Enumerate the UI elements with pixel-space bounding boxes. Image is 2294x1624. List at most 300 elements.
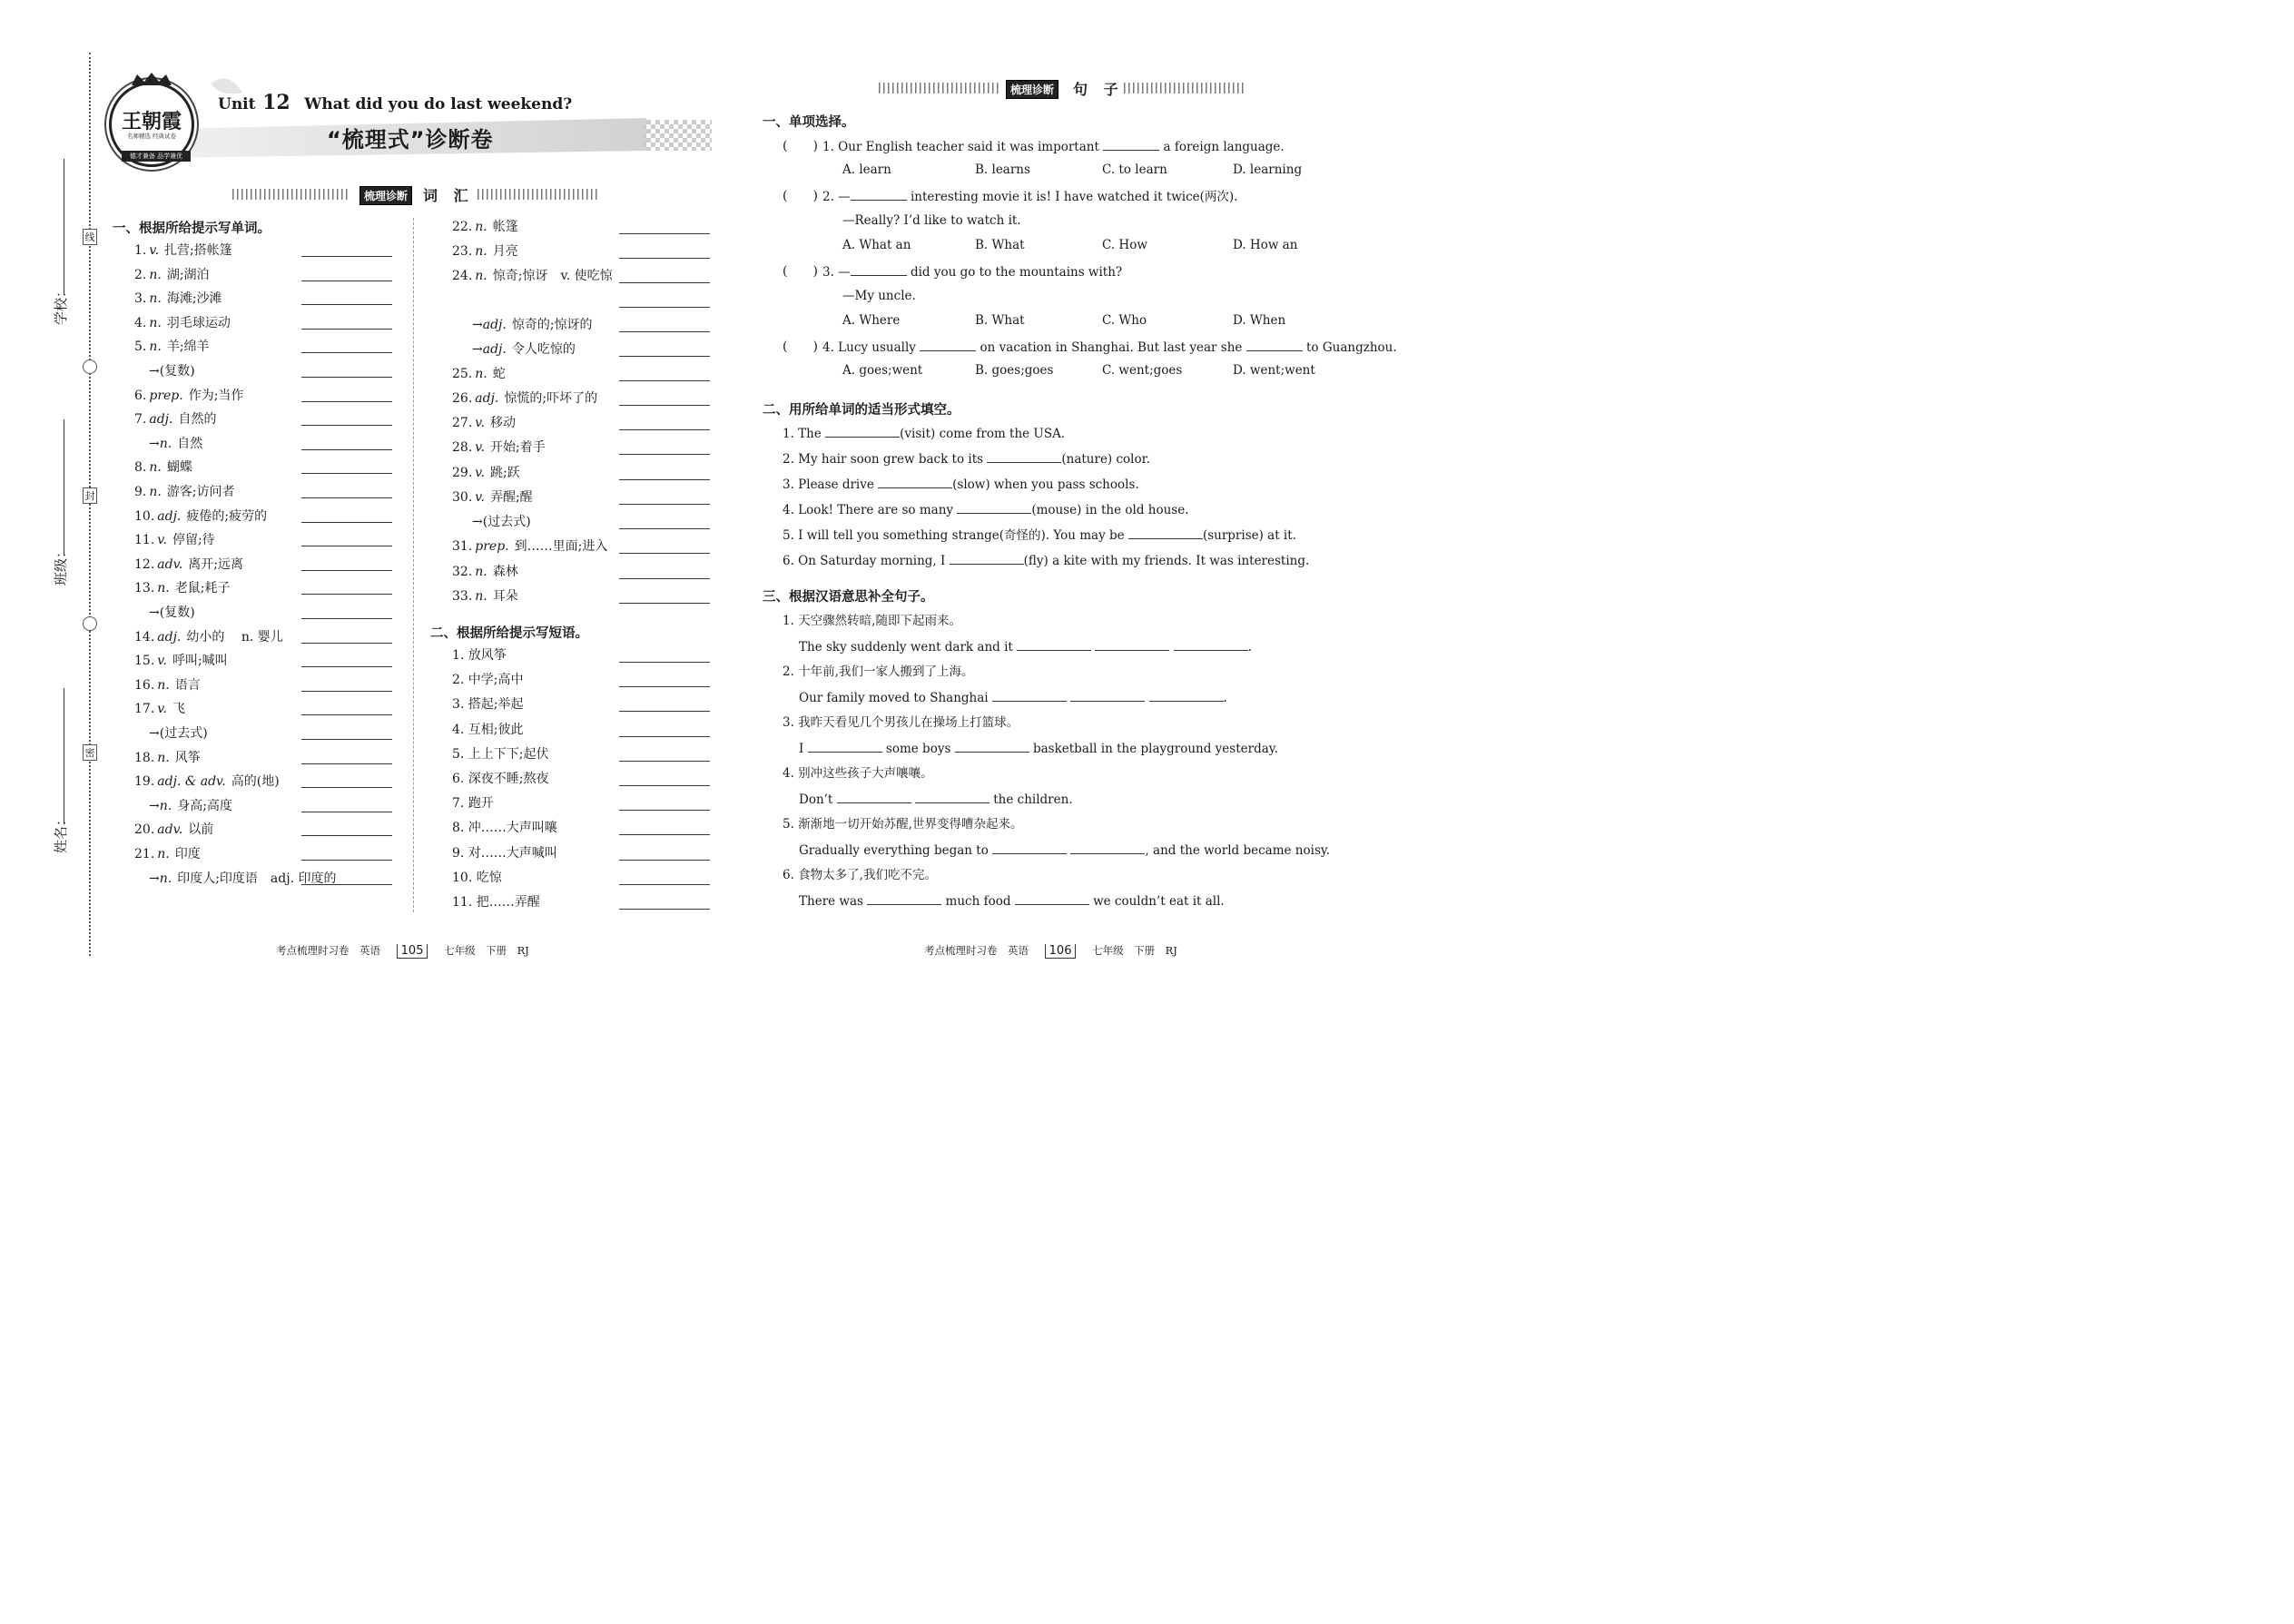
unit-word: Unit [218,95,256,113]
vocab-meaning: 身高;高度 [177,798,232,813]
header-banner [102,74,712,165]
vocab-pos: v. [157,654,167,669]
vocab-pos: n. [475,589,487,604]
mc-answer-paren[interactable]: ( ) [783,340,818,354]
vocab-answer-line[interactable] [301,763,392,764]
fill-text: (surprise) at it. [1202,528,1296,543]
phrase-answer-line[interactable] [619,884,710,885]
vocab-pos: n. [475,220,487,234]
page-number-right: 106 [1045,944,1077,959]
vocab-answer-line[interactable] [619,356,710,357]
mc-option[interactable]: B. What [975,238,1025,252]
fill-blank[interactable] [987,449,1061,463]
vocab-pos: n. [149,340,162,355]
complete-text: , and the world became noisy. [1145,843,1330,858]
vocab-item [134,410,216,428]
vocab-pos: v. [475,490,485,505]
vocab-pos: →n. [149,798,172,813]
tag-bar-left [232,189,350,200]
vocab-number: 2. [134,267,147,282]
phrase-answer-line[interactable] [619,686,710,687]
vocab-meaning: 离开;远离 [188,556,243,572]
vocab-number: 26. [452,391,473,406]
footer-left-grade: 七年级 下册 RJ [444,944,529,957]
vocab-number: 14. [134,629,155,645]
mc-question-text: did you go to the mountains with? [906,265,1123,280]
logo-ribbon: 德才兼备 品学兼优 [122,151,191,162]
mc-blank[interactable] [851,187,907,201]
crown-icon [132,72,172,84]
fill-item [783,526,1296,545]
complete-text: we couldn’t eat it all. [1088,894,1225,909]
tag-bar-right-2 [1124,83,1245,94]
vocab-item [452,414,516,432]
mc-option[interactable]: B. goes;goes [975,363,1054,378]
sentence-tag-word: 句 子 [1073,81,1124,98]
vocab-pos: adj. & adv. [157,774,226,790]
vocab-number: 6. [134,388,147,403]
fill-text: (fly) a kite with my friends. It was interesting. [1023,554,1310,568]
vocab-answer-line[interactable] [301,473,392,474]
complete-english [799,637,1252,656]
vocab-pos: adv. [157,556,183,572]
vocab-meaning: 海滩;沙滩 [166,291,222,307]
fill-blank[interactable] [878,475,952,488]
vocab-item [134,579,230,597]
vocab-pos: →n. [149,871,172,886]
vocab-meaning: 语言 [174,677,201,693]
phrase-item: 11. 把……弄醒 [452,895,540,910]
mc-option[interactable]: D. went;went [1233,363,1315,378]
vocab-answer-line[interactable] [619,553,710,554]
vocab-answer-line[interactable] [619,603,710,604]
vocab-meaning: 扎营;搭帐篷 [164,243,232,258]
vocab-number: 5. [134,340,147,355]
phrase-answer-line[interactable] [619,810,710,811]
vocab-meaning: 令人吃惊的 [511,342,576,357]
complete-text: The sky suddenly went dark and it [799,640,1018,655]
vocab-number: 20. [134,822,155,838]
vocab-meaning: 森林 [492,565,518,579]
vocab-answer-line[interactable] [619,504,710,505]
vocab-number: 3. [134,291,147,307]
vocab-answer-line[interactable] [301,256,392,257]
vocab-number: 21. [134,847,155,861]
vocab-answer-line[interactable] [301,884,392,885]
vocab-answer-line[interactable] [301,522,392,523]
vocab-answer-line[interactable] [301,497,392,498]
vocab-pos: n. [149,267,162,282]
logo-text: 王朝霞 [121,110,182,133]
mark-mi: 密 [83,744,97,761]
mc-question-text: a foreign language. [1159,140,1285,154]
vocab-answer-line[interactable] [619,479,710,480]
vocab-meaning: 惊奇;惊讶 v. 使吃惊 [492,269,613,283]
vocab-meaning: 跳;跃 [489,466,520,480]
phrase-item: 3. 搭起;举起 [452,697,524,713]
mark-xian: 线 [83,229,97,245]
school-label: 学校： [53,283,69,325]
complete-blank[interactable] [837,790,911,803]
vocab-item [134,676,201,694]
mc-blank[interactable] [851,262,907,276]
vocab-item [134,556,243,574]
vocab-meaning: 飞 [172,702,185,717]
vocab-answer-line[interactable] [301,860,392,861]
mc-question [822,187,1237,206]
vocab-number: 8. [134,460,147,476]
mc-question-text: 1. Our English teacher said it was important [822,140,1104,154]
vocab-number: 13. [134,581,155,596]
vocab-meaning: 耳朵 [492,589,518,604]
complete-blank[interactable] [992,688,1067,702]
vocab-meaning: 印度 [174,847,201,861]
fill-text: 6. On Saturday morning, I [783,554,950,568]
vocab-item [149,362,195,380]
vocab-answer-line[interactable] [619,380,710,381]
mc-option[interactable]: A. What an [842,238,911,252]
complete-text: There was [799,894,868,909]
fill-blank[interactable] [825,424,900,438]
phrase-answer-line[interactable] [619,711,710,712]
vocab-item [134,458,192,477]
vocab-answer-line[interactable] [301,594,392,595]
vocab-answer-line[interactable] [619,528,710,529]
mc-option[interactable]: A. goes;went [842,363,923,378]
vocab-item [149,604,195,622]
vocab-number: 28. [452,440,473,455]
fill-blank[interactable] [950,551,1024,565]
vocab-number: 33. [452,589,473,604]
mc-answer-paren[interactable]: ( ) [783,189,818,203]
vocab-number: 31. [452,539,473,554]
vocab-number: 30. [452,490,473,505]
vocab-item [134,290,222,308]
phrase-item: 5. 上上下下;起伏 [452,746,549,762]
complete-chinese: 6. 食物太多了,我们吃不完。 [783,868,937,882]
vocab-answer-line[interactable] [301,570,392,571]
complete-english [799,790,1073,809]
vocab-pos: n. [157,750,170,765]
vocab-number: 11. [134,533,155,548]
phrase-answer-line[interactable] [619,834,710,835]
vocab-answer-line[interactable] [301,377,392,378]
vocab-meaning: 羽毛球运动 [166,315,231,330]
fill-text: 5. I will tell you something strange(奇怪的). You may be [783,528,1128,543]
complete-text: some boys [881,742,955,756]
name-label: 姓名： [53,812,69,853]
vocab-answer-line[interactable] [301,643,392,644]
vocab-item [452,389,597,408]
vocab-pos: adj. [157,629,182,645]
mc-question [822,262,1122,281]
vocab-meaning: 到……里面;进入 [514,539,608,554]
vocab-answer-line[interactable] [619,307,710,308]
vocab-pos: n. [157,847,170,861]
complete-blank[interactable] [992,841,1067,854]
complete-chinese: 3. 我昨天看见几个男孩儿在操场上打篮球。 [783,715,1019,730]
vocab-answer-line[interactable] [619,282,710,283]
vocab-item [134,821,213,839]
vocab-meaning: 羊;绵羊 [166,340,210,355]
vocab-item [452,218,518,236]
vocab-meaning: 移动 [489,416,516,430]
vocab-meaning: 月亮 [492,244,518,259]
complete-blank[interactable] [955,739,1029,753]
vocab-pos: n. [157,581,170,596]
vocab-number: 18. [134,750,155,765]
fill-text: (visit) come from the USA. [900,427,1066,441]
vocab-answer-line[interactable] [619,258,710,259]
complete-english [799,891,1225,910]
vocab-answer-line[interactable] [301,449,392,450]
mark-feng: 封 [83,487,97,504]
mc-question-text: 4. Lucy usually [822,340,921,355]
vocab-number: 16. [134,677,155,693]
complete-chinese: 2. 十年前,我们一家人搬到了上海。 [783,664,974,679]
fill-text: 3. Please drive [783,477,879,492]
vocab-answer-line[interactable] [619,405,710,406]
mc-answer-paren[interactable]: ( ) [783,139,818,153]
vocab-pos: prep. [149,388,183,403]
vocab-answer-line[interactable] [619,454,710,455]
fill-text: (nature) color. [1061,452,1150,467]
complete-blank[interactable] [1015,891,1089,905]
vocab-item [472,513,531,531]
vocab-meaning: →(复数) [149,364,195,379]
vocab-item [134,266,210,284]
vocab-item [134,507,267,526]
vocab-answer-line[interactable] [301,787,392,788]
vocab-answer-line[interactable] [301,618,392,619]
phrase-answer-line[interactable] [619,785,710,786]
mc-blank[interactable] [1246,338,1303,351]
vocab-answer-line[interactable] [301,666,392,667]
vocab-meaning: 自然的 [178,412,217,428]
vocab-meaning: →(过去式) [149,726,208,741]
vocab-item [452,464,520,482]
vocab-pos: v. [157,702,167,717]
tag-bar-left-2 [478,189,600,200]
vocab-item [134,241,232,260]
vocab-item [134,773,280,791]
footer-left-text: 考点梳理时习卷 英语 [276,944,380,957]
phrase-answer-line[interactable] [619,761,710,762]
mc-option[interactable]: C. How [1102,238,1147,252]
phrase-answer-line[interactable] [619,909,710,910]
vocab-tag-label: 梳理诊断 [359,186,412,205]
mc-section-title: 一、单项选择。 [763,115,855,130]
mc-option[interactable]: C. Who [1102,313,1147,328]
vocab-number: 24. [452,269,473,283]
vocab-meaning: 高的(地) [231,774,280,790]
complete-text: basketball in the playground yesterday. [1029,742,1278,756]
vocab-meaning: 呼叫;喊叫 [172,654,228,669]
vocab-meaning: 以前 [188,822,214,838]
vocab-answer-line[interactable] [301,329,392,330]
complete-blank[interactable] [808,739,882,753]
vocab-pos: n. [475,367,487,381]
mc-question [822,338,1397,357]
vocab-answer-line[interactable] [619,233,710,234]
mc-option[interactable]: D. learning [1233,162,1303,177]
vocab-answer-line[interactable] [619,429,710,430]
vocab-number: 17. [134,702,155,717]
vocab-pos: →n. [149,436,172,451]
vocab-pos: n. [149,460,162,476]
complete-blank[interactable] [1174,637,1248,651]
vocab-item [149,870,336,888]
vocab-answer-line[interactable] [301,739,392,740]
vocab-item [452,488,533,507]
vocab-item [134,387,243,405]
phrase-item: 8. 冲……大声叫嚷 [452,821,557,836]
complete-text: Gradually everything began to [799,843,993,858]
vocab-item [452,365,506,383]
vocab-meaning: 疲倦的;疲劳的 [186,508,268,524]
unit-title: What did you do last weekend? [304,95,573,113]
complete-english [799,841,1330,860]
vocab-item [134,845,201,863]
vocab-meaning: 蛇 [492,367,506,381]
phrase-section-title: 二、根据所给提示写短语。 [430,626,588,641]
vocab-pos: n. [475,269,487,283]
binding-margin [0,0,95,1008]
vocab-number: 22. [452,220,473,234]
binding-circle-icon [83,616,97,631]
vocab-answer-line[interactable] [301,714,392,715]
complete-text: much food [941,894,1015,909]
fill-item [783,475,1139,494]
fill-text: (mouse) in the old house. [1031,503,1189,517]
fill-text: 2. My hair soon grew back to its [783,452,988,467]
vocab-item [452,537,607,556]
complete-text: I [799,742,808,756]
phrase-answer-line[interactable] [619,662,710,663]
mc-question-text: on vacation in Shanghai. But last year she [976,340,1246,355]
vocab-number: 10. [134,508,155,524]
vocab-item [134,531,215,549]
vocab-item [452,563,518,581]
page-number-left: 105 [397,944,428,959]
vocab-meaning: 帐篷 [492,220,518,234]
mc-blank[interactable] [920,338,976,351]
fill-text: 4. Look! There are so many [783,503,958,517]
mc-question-text: 3. — [822,265,851,280]
vocab-answer-line[interactable] [301,352,392,353]
logo-sub: 名师精选 经典试卷 [126,133,177,140]
vocab-answer-line[interactable] [301,304,392,305]
sentence-tag-label: 梳理诊断 [1006,80,1058,99]
complete-text: Our family moved to Shanghai [799,691,992,705]
complete-chinese: 1. 天空骤然转暗,随即下起雨来。 [783,614,961,628]
mc-option[interactable]: A. Where [842,313,901,328]
vocab-item [134,749,201,767]
vocab-number: 29. [452,466,473,480]
vocab-item [149,724,208,743]
vocab-meaning: 弄醒;醒 [489,490,533,505]
vocab-item [472,316,593,334]
vocab-pos: adj. [475,391,499,406]
vocab-answer-line[interactable] [301,835,392,836]
mc-option[interactable]: D. How an [1233,238,1298,252]
complete-text: . [1223,691,1227,705]
mc-option[interactable]: A. learn [842,162,891,177]
fill-blank[interactable] [1128,526,1203,539]
fill-item [783,551,1309,570]
fill-item [783,424,1065,443]
complete-blank[interactable] [915,790,989,803]
complete-blank[interactable] [867,891,941,905]
vocab-pos: →adj. [472,342,507,357]
paper-title: “梳理式”诊断卷 [327,127,494,153]
vocab-meaning: 惊奇的;惊讶的 [511,318,593,332]
mc-option[interactable]: B. What [975,313,1025,328]
complete-blank[interactable] [1017,637,1091,651]
mc-dialog-line: —Really? I’d like to watch it. [842,213,1021,228]
footer-right-grade: 七年级 下册 RJ [1092,944,1177,957]
vocab-pos: v. [157,533,167,548]
vocab-answer-line[interactable] [619,578,710,579]
vocab-answer-line[interactable] [301,691,392,692]
vocab-meaning: 幼小的 n. 婴儿 [186,629,283,645]
footer-right [924,943,1177,959]
vocab-item [134,314,231,332]
vocab-number: 23. [452,244,473,259]
tag-bar-right [879,83,999,94]
fill-item [783,500,1189,519]
mc-option[interactable]: C. to learn [1102,162,1167,177]
vocab-pos: v. [475,416,485,430]
fill-text: 1. The [783,427,826,441]
vocab-meaning: →(复数) [149,605,195,620]
phrase-answer-line[interactable] [619,860,710,861]
footer-right-text: 考点梳理时习卷 英语 [924,944,1029,957]
vocab-meaning: 印度人;印度语 adj. 印度的 [177,871,337,886]
vocab-meaning: 作为;当作 [188,388,244,403]
mc-option[interactable]: D. When [1233,313,1286,328]
mc-option[interactable]: C. went;goes [1102,363,1183,378]
complete-blank[interactable] [1095,637,1169,651]
vocab-item [452,587,518,605]
vocab-pos: n. [475,565,487,579]
complete-blank[interactable] [1149,688,1224,702]
vocab-answer-line[interactable] [301,425,392,426]
vocab-answer-line[interactable] [301,401,392,402]
vocab-meaning: →(过去式) [472,515,531,529]
vocab-pos: n. [157,677,170,693]
mc-option[interactable]: B. learns [975,162,1030,177]
complete-blank[interactable] [1070,688,1145,702]
phrase-item: 4. 互相;彼此 [452,722,524,737]
vocab-pos: v. [149,243,160,258]
footer-left [276,943,529,959]
vocab-item [134,483,235,501]
vocab-pos: prep. [475,539,509,554]
mc-question-text: interesting movie it is! I have watched it twice(两次). [906,190,1238,204]
mc-blank[interactable] [1103,137,1159,151]
vocab-meaning: 蝴蝶 [166,460,192,476]
fill-blank[interactable] [957,500,1031,514]
phrase-answer-line[interactable] [619,736,710,737]
complete-blank[interactable] [1070,841,1145,854]
mc-answer-paren[interactable]: ( ) [783,264,818,279]
class-label: 班级： [53,544,69,586]
phrase-item: 10. 吃惊 [452,870,502,885]
vocab-item [452,438,546,457]
vocab-answer-line[interactable] [619,331,710,332]
vocab-item [134,652,228,670]
